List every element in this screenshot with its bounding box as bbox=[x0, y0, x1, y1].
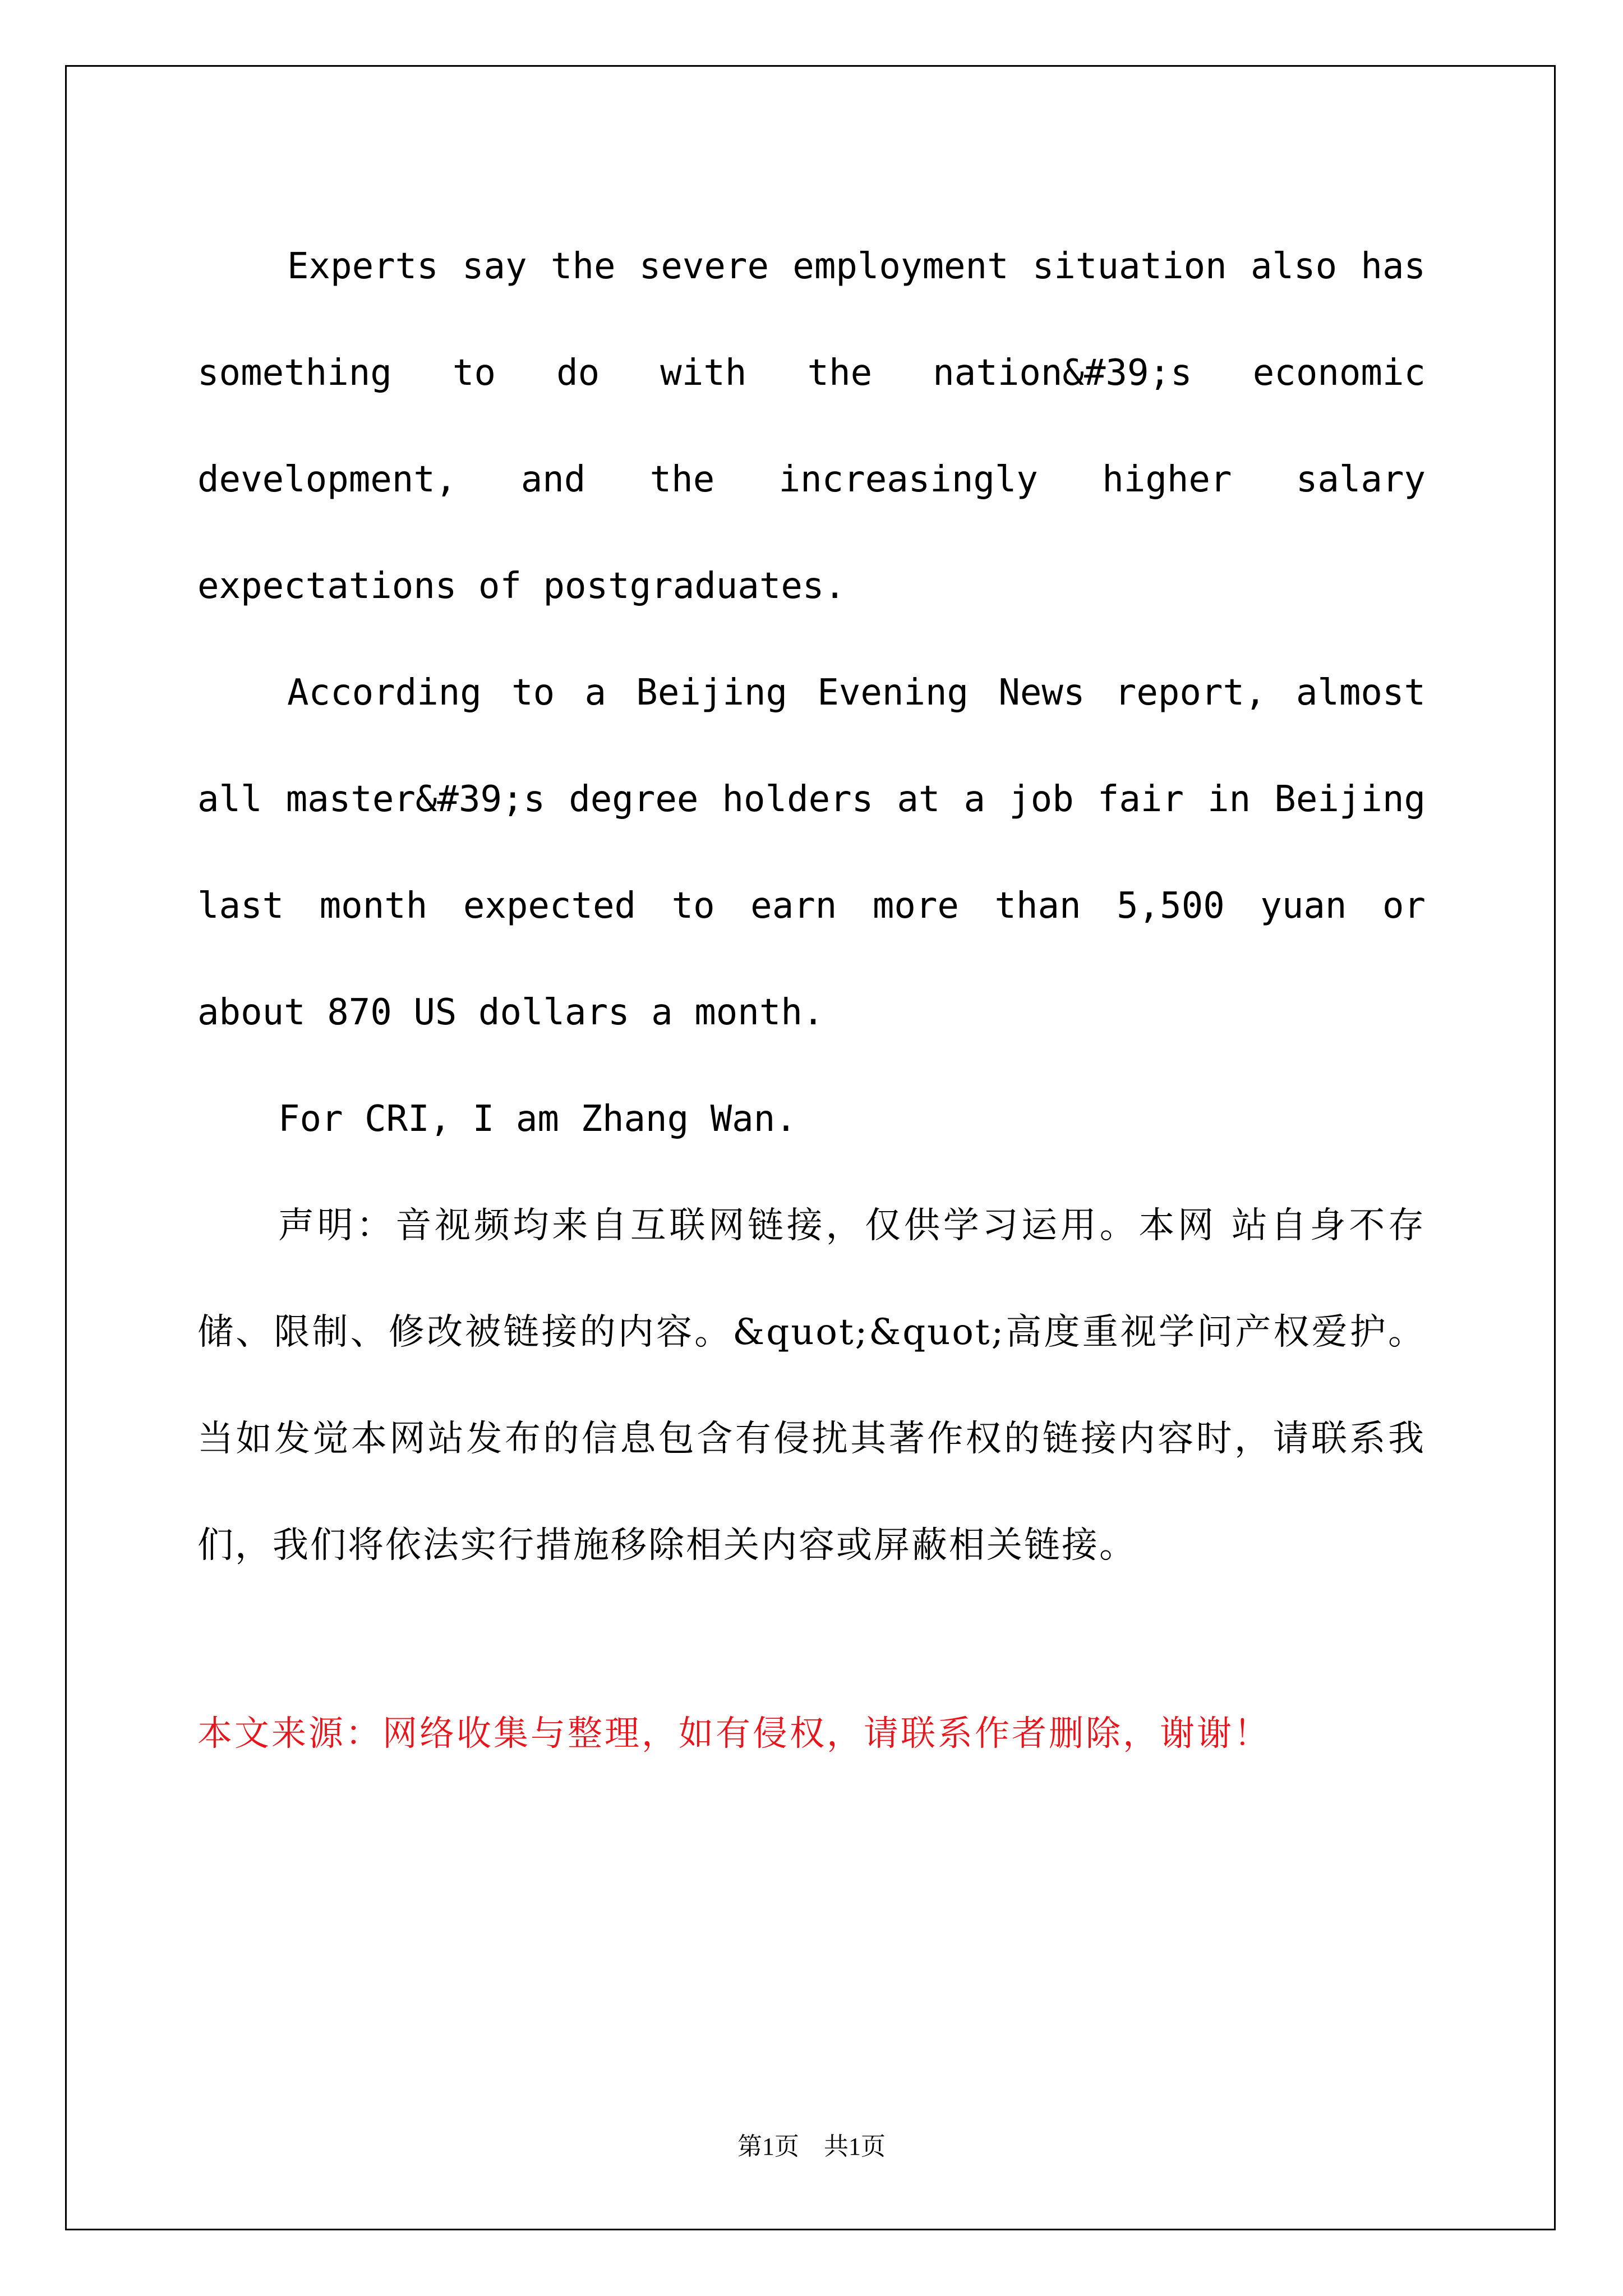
paragraph-sign-off: For CRI, I am Zhang Wan. bbox=[278, 1098, 797, 1140]
paragraph-disclaimer: 声明：音视频均来自互联网链接，仅供学习运用。本网 站自身不存储、限制、修改被链接的内容。&quot;&quot;高度重视学问产权爱护。当如发觉本网站发布的信息包含有侵扰其著作权的链接内容时，请联系我们，我们将依法实行措施移除相关内容或屏蔽相关链接。 bbox=[197, 1205, 1426, 1566]
paragraph-experts: Experts say the severe employment situation also has something to do with the nation&#39;s economic development, and the increasingly higher salary expectations of postgraduates. bbox=[197, 246, 1426, 607]
source-note: 本文来源：网络收集与整理，如有侵权，请联系作者删除，谢谢！ bbox=[197, 1713, 1271, 1754]
document-body bbox=[197, 213, 1426, 1599]
paragraph-evening-news: According to a Beijing Evening News report, almost all master&#39;s degree holders at a job fair in Beijing last month expected to earn more than 5,500 yuan or about 870 US dollars a month. bbox=[197, 672, 1426, 1033]
page-footer: 第1页 共1页 bbox=[737, 2133, 886, 2160]
